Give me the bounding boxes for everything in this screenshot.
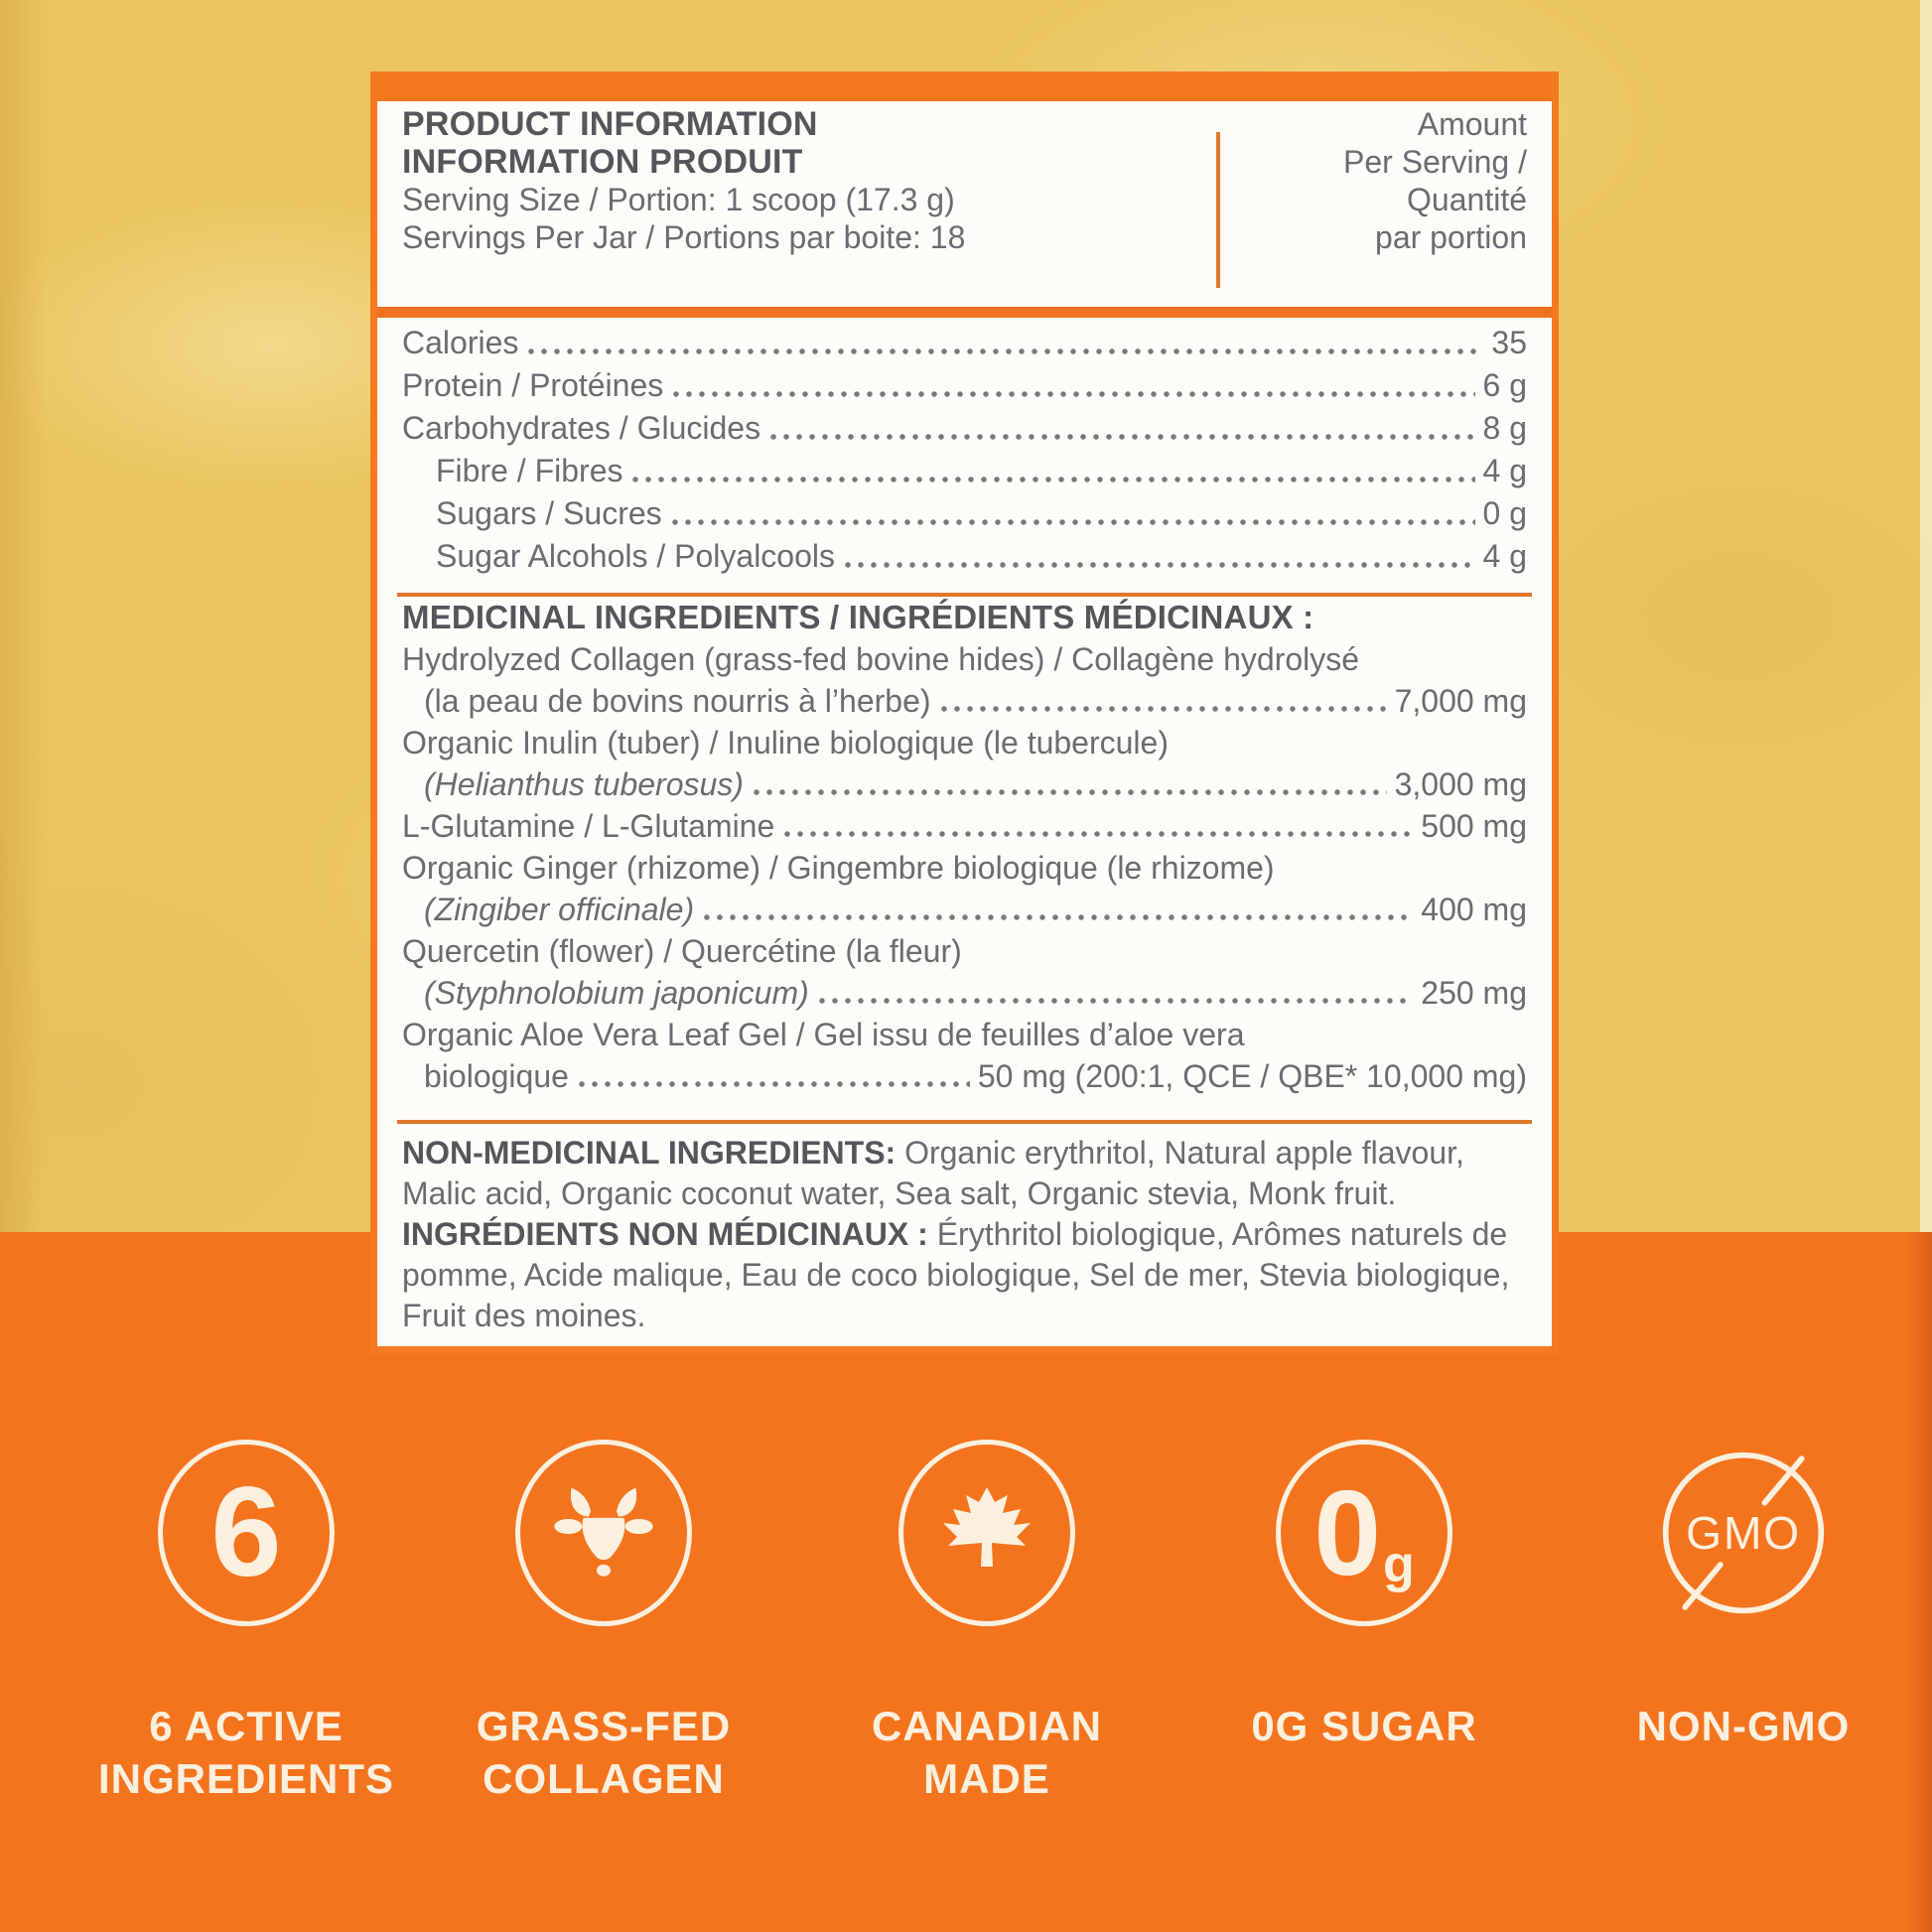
dot-leader [819,998,1414,1004]
header-vertical-divider [1216,132,1220,288]
ingredient-name: Hydrolyzed Collagen (grass-fed bovine hides) / Collagène hydrolysé [402,641,1360,677]
badge-canadian-made [818,1440,1156,1805]
dot-leader [579,1081,970,1087]
nutrient-value: 6 g [1482,367,1527,403]
non-medicinal-heading-en: NON-MEDICINAL INGREDIENTS: [402,1135,897,1171]
zero-glyph: 0 [1313,1465,1382,1600]
amount-per-serving [1343,105,1527,256]
badge-label-line: INGREDIENTS [97,1755,395,1802]
dot-leader [754,789,1387,795]
right-edge-highlight [1920,0,1932,1232]
ingredient-name: L-Glutamine / L-Glutamine [402,808,775,844]
amount-line: Quantité [1407,182,1527,217]
dot-leader [704,914,1413,920]
non-medicinal-ingredients [377,1124,1552,1336]
badge-label-line: NON-GMO [1636,1703,1851,1749]
gmo-crossed-icon [1655,1440,1832,1626]
dot-leader [673,391,1474,397]
nutrient-label: Protein / Protéines [402,367,664,403]
six-badge-icon [158,1440,335,1626]
badge-label [1575,1700,1912,1752]
product-information-panel [370,71,1559,1355]
ingredient-latin-name: (Helianthus tuberosus) [424,766,744,802]
ingredient-amount: 3,000 mg [1394,766,1527,802]
gram-glyph: g [1383,1535,1415,1593]
dot-leader [528,348,1483,354]
badge-glyph: 6 [210,1461,282,1603]
nutrient-label: Fibre / Fibres [436,453,623,488]
table-row [402,322,1527,364]
table-row [402,492,1527,535]
ingredient-name: Quercetin (flower) / Quercétine (la fleur) [402,933,962,969]
list-item [402,805,1527,847]
nutrition-facts [377,318,1552,593]
nutrient-label: Calories [402,325,519,360]
badge-label-line: CANADIAN [872,1703,1102,1749]
dot-leader [941,706,1387,712]
left-shade [0,0,46,1232]
badge-label [77,1700,415,1805]
nutrient-value: 35 [1491,325,1527,360]
non-medicinal-text-en: Organic erythritol, Natural apple flavour, Malic acid, Organic coconut water, Sea salt, Organic stevia, Monk fruit. [402,1135,1464,1211]
ingredient-amount: 50 mg (200:1, QCE / QBE* 10,000 mg) [977,1058,1527,1094]
ingredient-amount: 250 mg [1421,975,1527,1011]
ingredient-name-cont: (la peau de bovins nourris à l’herbe) [424,683,931,719]
nutrient-value: 0 g [1482,495,1527,531]
ingredient-latin-name: (Zingiber officinale) [424,892,695,927]
ingredient-amount: 400 mg [1421,892,1527,927]
table-row [402,407,1527,450]
table-row [402,450,1527,492]
ingredient-name-cont: biologique [424,1058,569,1094]
badge-glyph [1313,1465,1415,1600]
non-medicinal-heading-fr: INGRÉDIENTS NON MÉDICINAUX : [402,1216,928,1252]
badge-label-line: MADE [923,1755,1050,1802]
nutrient-label: Sugar Alcohols / Polyalcools [436,538,835,574]
badge-non-gmo [1575,1440,1912,1752]
badge-grass-fed [435,1440,772,1805]
badge-label-line: COLLAGEN [483,1755,725,1802]
list-item [402,847,1527,930]
nutrient-value: 4 g [1482,538,1527,574]
dot-leader [672,519,1475,525]
badge-label [1195,1700,1533,1752]
amount-line: par portion [1375,219,1527,255]
nutrient-value: 4 g [1482,453,1527,488]
nutrient-label: Sugars / Sucres [436,495,662,531]
amount-line: Amount [1417,106,1527,142]
list-item [402,930,1527,1014]
gmo-text: GMO [1686,1507,1801,1560]
dot-leader [845,562,1475,568]
dot-leader [632,477,1474,483]
servings-per-jar: Servings Per Jar / Portions par boite: 18 [402,219,966,255]
badge-active-ingredients [77,1440,415,1805]
amount-line: Per Serving / [1343,144,1527,180]
ingredient-amount: 500 mg [1421,808,1527,844]
badge-label [818,1700,1156,1805]
badge-label [435,1700,772,1805]
ingredient-amount: 7,000 mg [1394,683,1527,719]
zero-gram-icon [1276,1440,1452,1626]
badge-label-line: 0G SUGAR [1251,1703,1477,1749]
panel-title-fr: INFORMATION PRODUIT [402,143,803,181]
panel-title-en: PRODUCT INFORMATION [402,105,818,143]
nutrient-label: Carbohydrates / Glucides [402,410,761,446]
serving-size: Serving Size / Portion: 1 scoop (17.3 g) [402,182,955,217]
table-row [402,535,1527,578]
ingredient-name: Organic Aloe Vera Leaf Gel / Gel issu de feuilles d’aloe vera [402,1017,1245,1052]
nutrient-value: 8 g [1482,410,1527,446]
dot-leader [770,434,1474,440]
ingredient-name: Organic Ginger (rhizome) / Gingembre biologique (le rhizome) [402,850,1275,886]
medicinal-ingredients [377,597,1552,1120]
table-row [402,364,1527,407]
cow-icon [515,1440,692,1626]
badge-zero-sugar [1195,1440,1533,1752]
list-item [402,1014,1527,1097]
badge-label-line: 6 ACTIVE [149,1703,344,1749]
list-item [402,722,1527,805]
dot-leader [784,831,1413,837]
panel-header [377,101,1552,307]
cow-icon [550,1479,657,1587]
non-medicinal-text-fr: Érythritol biologique, Arômes naturels de pomme, Acide malique, Eau de coco biologique, Sel de mer, Stevia biologique, Fruit des moines. [402,1216,1510,1333]
maple-leaf-icon [937,1483,1036,1583]
gmo-crossed-icon [1655,1436,1832,1630]
ingredient-latin-name: (Styphnolobium japonicum) [424,975,809,1011]
badge-label-line: GRASS-FED [476,1703,732,1749]
maple-leaf-icon [898,1440,1075,1626]
header-divider-bar [377,307,1552,318]
medicinal-heading: MEDICINAL INGREDIENTS / INGRÉDIENTS MÉDICINAUX : [402,599,1314,635]
ingredient-name: Organic Inulin (tuber) / Inuline biologique (le tubercule) [402,725,1169,760]
list-item [402,638,1527,722]
